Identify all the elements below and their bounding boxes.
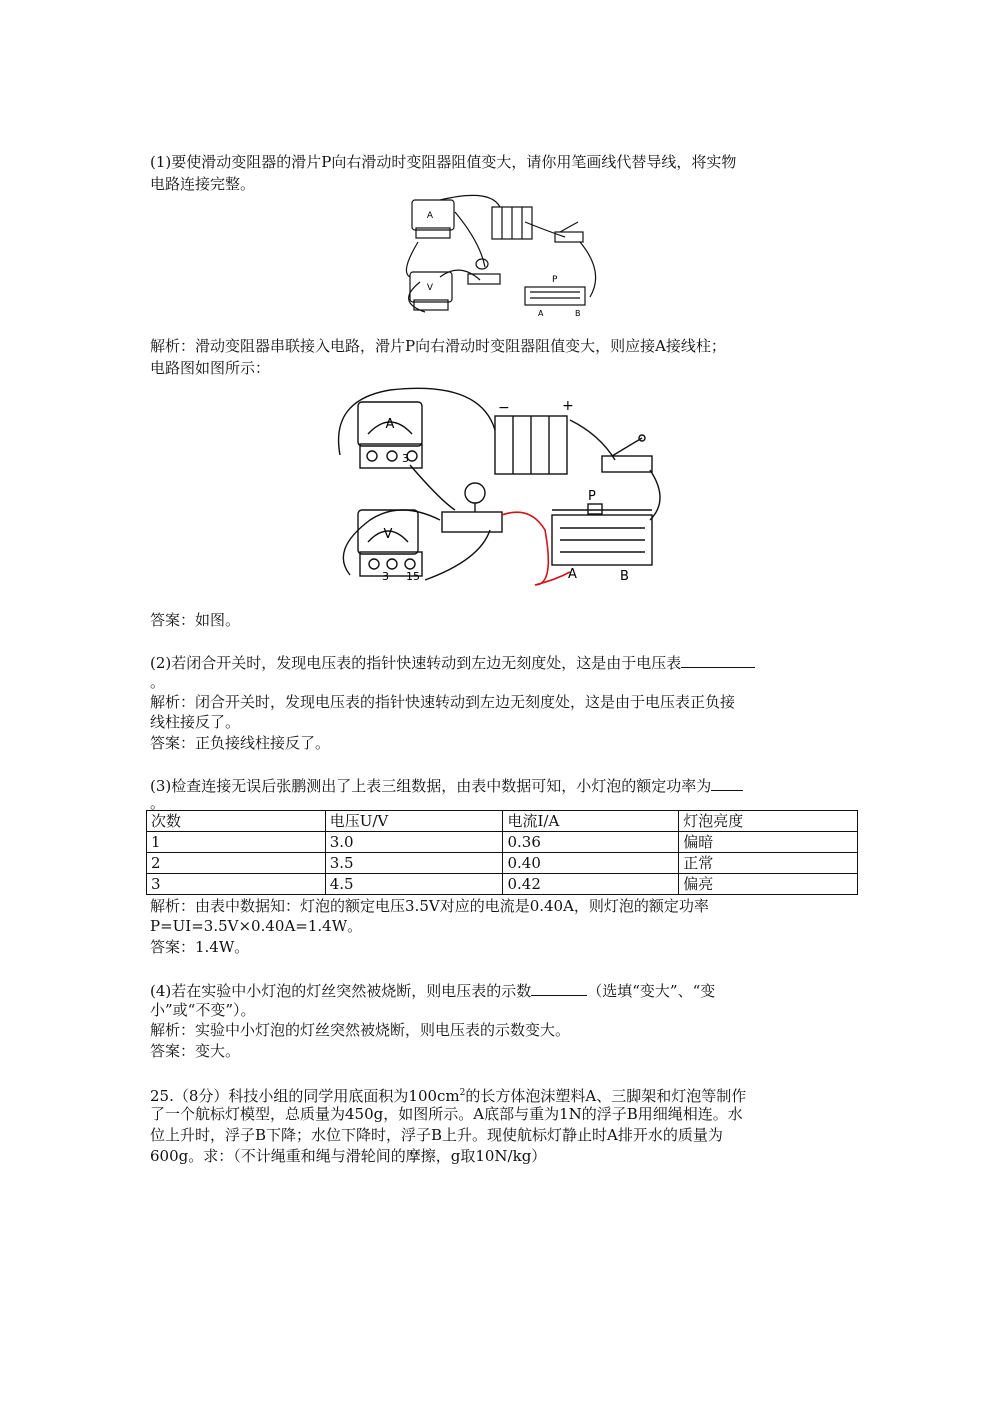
q4-analysis: 解析：实验中小灯泡的灯丝突然被烧断，则电压表的示数变大。 [150,1021,571,1039]
circuit-figure-small [400,192,610,322]
q1-text-line1: (1)要使滑动变阻器的滑片P向右滑动时变阻器阻值变大，请你用笔画线代替导线，将实物 [150,153,737,171]
q4-answer: 答案：变大。 [150,1042,241,1060]
fig2-terminal-a: A [568,567,577,582]
table-row [147,853,858,874]
q1-analysis-line1: 解析：滑动变阻器串联接入电路，滑片P向右滑动时变阻器阻值变大，则应接A接线柱； [150,337,726,355]
q2-text-line2: 。 [150,673,166,691]
table-row [147,832,858,853]
fig2-ammeter-3: 3 [402,452,409,465]
table-row [147,874,858,895]
table-cell: 3.0 [325,832,503,853]
q4-answer-blank [531,980,587,996]
circuit-figure-large [330,380,675,595]
q2-analysis-line1: 解析：闭合开关时，发现电压表的指针快速转动到左边无刻度处，这是由于电压表正负接 [150,693,736,711]
q25-text-line1-end: 的长方体泡沫塑料A、三脚架和灯泡等制作 [465,1087,747,1105]
q25-superscript: 2 [459,1088,466,1098]
table-cell: 0.36 [503,832,679,853]
q2-text-line1-content: (2)若闭合开关时，发现电压表的指针快速转动到左边无刻度处，这是由于电压表 [150,654,682,672]
q2-analysis-line2: 线柱接反了。 [150,713,241,731]
table-header-cell: 次数 [147,811,326,832]
q3-answer-blank [711,775,743,791]
table-cell: 0.42 [503,874,679,895]
measurement-table [146,810,858,895]
q2-answer: 答案：正负接线柱接反了。 [150,734,331,752]
table-cell: 3 [147,874,326,895]
q3-analysis-line2: P=UI=3.5V×0.40A=1.4W。 [150,917,363,935]
table-cell: 偏亮 [679,874,858,895]
fig1-terminal-b: B [575,309,581,318]
fig2-voltmeter-15: 15 [406,570,420,583]
q1-analysis-line2: 电路图如图所示： [150,359,271,377]
table-cell: 0.40 [503,853,679,874]
q25-text-line3: 位上升时，浮子B下降；水位下降时，浮子B上升。现使航标灯静止时A排开水的质量为 [150,1126,723,1144]
q1-text-line2: 电路连接完整。 [150,175,256,193]
fig1-ammeter-label: A [426,211,434,221]
table-header-cell: 电流I/A [503,811,679,832]
table-cell: 3.5 [325,853,503,874]
q4-text-line1 [150,980,715,1001]
q4-text-line1-start: (4)若在实验中小灯泡的灯丝突然被烧断，则电压表的示数 [150,982,532,1000]
q25-text-line2: 了一个航标灯模型，总质量为450g，如图所示。A底部与重为1N的浮子B用细绳相连。水 [150,1105,743,1123]
q3-answer: 答案：1.4W。 [150,938,250,956]
fig1-terminal-a: A [538,309,544,318]
q3-text-line2: 。 [150,794,166,812]
table-cell: 1 [147,832,326,853]
fig2-minus-terminal: − [498,400,510,416]
fig2-voltmeter-3: 3 [382,570,389,583]
table-cell: 偏暗 [679,832,858,853]
table-header-cell: 电压U/V [325,811,503,832]
fig1-slider-label: P [552,275,558,285]
fig2-plus-terminal: + [562,398,574,414]
q25-text-line1 [150,1083,746,1106]
table-cell: 正常 [679,853,858,874]
q25-text-line1-start: 25.（8分）科技小组的同学用底面积为100cm [150,1087,460,1105]
q3-text-line1-content: (3)检查连接无误后张鹏测出了上表三组数据，由表中数据可知，小灯泡的额定功率为 [150,777,712,795]
q3-text-line1 [150,775,743,796]
q4-text-line2: 小”或“不变”）。 [150,1001,256,1019]
fig2-voltmeter-label: V [383,527,393,542]
q2-text-line1 [150,652,755,673]
fig2-ammeter-label: A [385,417,395,432]
q4-text-line1-end: （选填“变大”、“变 [587,982,716,1000]
table-header-row [147,811,858,832]
q25-text-line4: 600g。求：（不计绳重和绳与滑轮间的摩擦，g取10N/kg） [150,1147,547,1165]
fig1-voltmeter-label: V [426,283,434,293]
q3-analysis-line1: 解析：由表中数据知：灯泡的额定电压3.5V对应的电流是0.40A，则灯泡的额定功率 [150,897,709,915]
table-cell: 2 [147,853,326,874]
table-cell: 4.5 [325,874,503,895]
q1-answer: 答案：如图。 [150,611,241,629]
table-header-cell: 灯泡亮度 [679,811,858,832]
fig2-slider-label: P [588,489,596,504]
q2-answer-blank [681,652,755,668]
fig2-terminal-b: B [620,569,629,584]
